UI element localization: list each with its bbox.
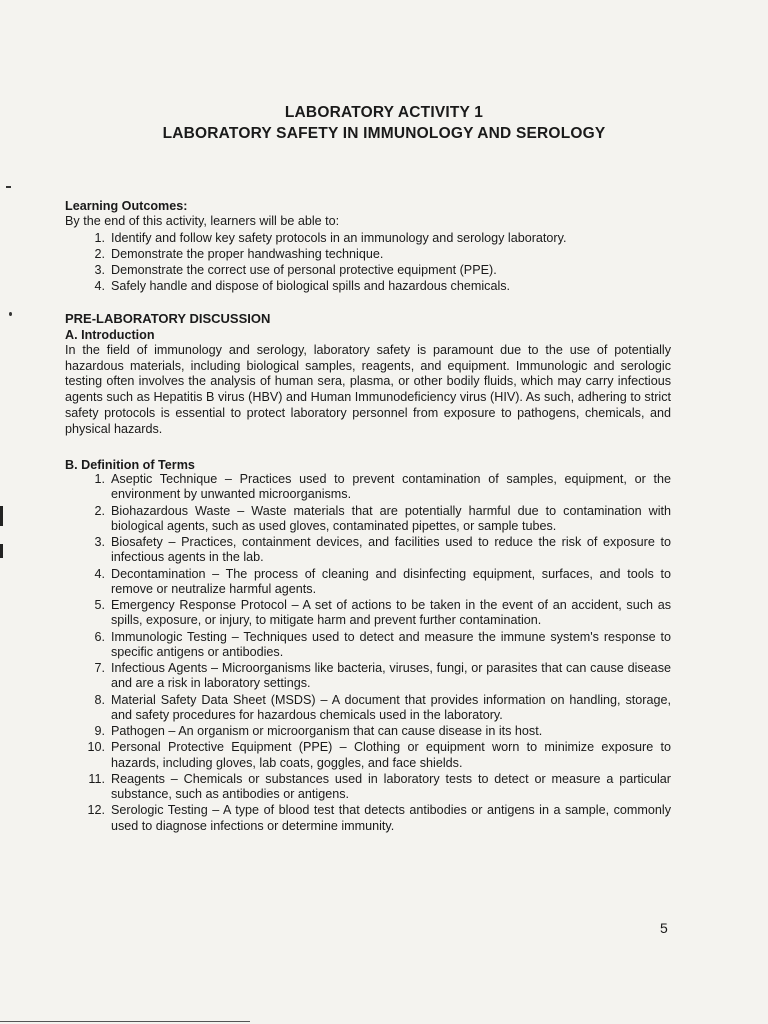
item-text: Biosafety – Practices, containment devices, and facilities used to reduce the risk of exposure to infectious agents in the lab. <box>111 535 671 565</box>
item-text: Biohazardous Waste – Waste materials that are potentially harmful due to contamination with biological agents, such as used gloves, contaminated pipettes, or sample tubes. <box>111 503 671 533</box>
item-text: Immunologic Testing – Techniques used to detect and measure the immune system's response to specific antigens or antibodies. <box>111 629 671 659</box>
list-item <box>65 740 671 770</box>
scan-edge-mark <box>0 544 3 558</box>
item-number: 3. <box>94 535 105 549</box>
activity-title: LABORATORY ACTIVITY 1 <box>284 104 484 121</box>
list-item <box>65 598 671 628</box>
item-text: Infectious Agents – Microorganisms like bacteria, viruses, fungi, or parasites that can cause disease and are a risk in laboratory settings. <box>111 661 671 691</box>
item-number: 8. <box>94 692 105 707</box>
list-item <box>65 535 671 565</box>
scan-edge-mark <box>0 506 3 526</box>
item-number: 9. <box>94 724 105 738</box>
learning-outcomes-intro: By the end of this activity, learners will be able to: <box>65 214 340 228</box>
list-item <box>65 772 671 802</box>
item-number: 3. <box>94 263 105 277</box>
list-item <box>65 630 671 660</box>
item-text: Material Safety Data Sheet (MSDS) – A document that provides information on handling, storage, and safety procedures for hazardous chemicals used in the laboratory. <box>111 692 671 722</box>
item-number: 4. <box>94 279 105 293</box>
item-number: 6. <box>94 629 105 644</box>
scan-speck <box>9 312 12 316</box>
introduction-paragraph: In the field of immunology and serology, laboratory safety is paramount due to the use of potentially hazardous materials, including biological samples, reagents, and equipment. Immunologic and serologic testing often involves the analysis of human sera, plasma, or other bodily fluids, which may carry infectious agents such as Hepatitis B virus (HBV) and Human Immunodeficiency virus (HIV). As such, adhering to strict safety protocols is essential to protect laboratory personnel from exposure to pathogens, chemicals, and physical hazards. <box>65 343 671 436</box>
list-item <box>65 803 671 833</box>
page-number: 5 <box>660 920 668 936</box>
item-number: 11. <box>88 771 105 786</box>
item-text: Emergency Response Protocol – A set of actions to be taken in the event of an accident, such as spills, exposure, or injury, to mitigate harm and prevent further contamination. <box>111 598 671 628</box>
item-text: Personal Protective Equipment (PPE) – Clothing or equipment worn to minimize exposure to hazards, including gloves, lab coats, goggles, and face shields. <box>111 740 671 770</box>
item-number: 1. <box>94 472 105 486</box>
activity-subtitle: LABORATORY SAFETY IN IMMUNOLOGY AND SEROLOGY <box>162 125 606 142</box>
item-text: Reagents – Chemicals or substances used in laboratory tests to detect or measure a particular substance, such as antibodies or antigens. <box>111 771 671 801</box>
item-text: Identify and follow key safety protocols in an immunology and serology laboratory. <box>111 231 567 245</box>
learning-outcomes-heading: Learning Outcomes: <box>65 199 188 213</box>
item-number: 5. <box>94 598 105 612</box>
item-text: Aseptic Technique – Practices used to prevent contamination of samples, equipment, or the environment by unwanted microorganisms. <box>111 472 671 502</box>
item-text: Demonstrate the correct use of personal protective equipment (PPE). <box>111 263 497 277</box>
definition-list <box>65 472 671 835</box>
list-item <box>65 246 671 262</box>
list-item <box>65 504 671 534</box>
item-text: Demonstrate the proper handwashing technique. <box>111 247 384 261</box>
item-text: Serologic Testing – A type of blood test that detects antibodies or antigens in a sample, commonly used to diagnose infections or determine immunity. <box>111 803 671 833</box>
learning-outcomes-list <box>65 230 671 294</box>
list-item <box>65 262 671 278</box>
item-number: 2. <box>94 503 105 518</box>
list-item <box>65 230 671 246</box>
item-number: 4. <box>94 566 105 581</box>
list-item <box>65 567 671 597</box>
introduction-heading: A. Introduction <box>65 328 155 342</box>
item-text: Decontamination – The process of cleaning and disinfecting equipment, surfaces, and tools to remove or neutralize harmful agents. <box>111 566 671 596</box>
list-item <box>65 278 671 294</box>
item-number: 1. <box>94 231 105 245</box>
item-number: 7. <box>94 661 105 675</box>
list-item <box>65 661 671 691</box>
scan-bottom-edge <box>0 1021 250 1022</box>
scan-speck <box>6 186 11 188</box>
list-item <box>65 472 671 502</box>
item-number: 10. <box>87 740 105 755</box>
item-number: 2. <box>94 247 105 261</box>
item-text: Safely handle and dispose of biological spills and hazardous chemicals. <box>111 279 511 293</box>
pre-lab-heading: PRE-LABORATORY DISCUSSION <box>65 311 271 326</box>
list-item <box>65 693 671 723</box>
item-number: 12. <box>87 803 105 818</box>
item-text: Pathogen – An organism or microorganism that can cause disease in its host. <box>111 724 543 738</box>
definition-heading: B. Definition of Terms <box>65 458 195 472</box>
list-item <box>65 724 671 739</box>
